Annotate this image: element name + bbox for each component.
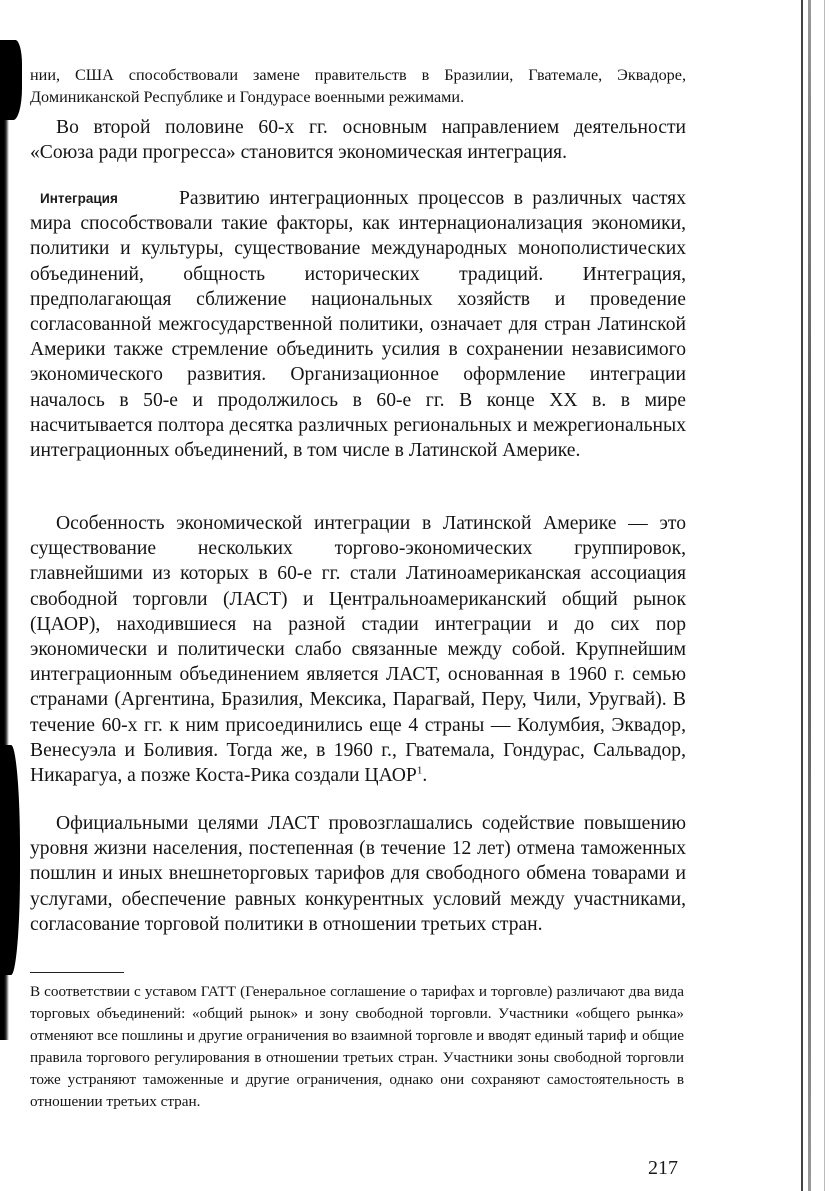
footnote: В соответствии с уставом ГАТТ (Генеральное соглашение о тарифах и торговле) различают два вида торговых объединений: «общий рынок» и зону свободной торговли. Участники «общего рынка» отменяют все пошлины и другие ограничения во взаимной торговле и вводят единый тариф и общие правила торгового регулирования в отношении третьих стран. Участники зоны свободной торговли тоже устраняют таможенные и другие ограничения, однако они сохраняют самостоятельность в отношении третьих стран. [30,983,684,1110]
paragraph-3-end: . [422,765,428,787]
footnote-marker: 1 [416,764,423,777]
paragraph-2: Развитию интеграционных процессов в различных частях мира способствовали такие факторы, как интернационализация экономики, политики и культуры, существование международных монополистических объединений, общность исторических традиций. Интеграция, предполагающая сближение национальных хозяйств и проведение согласованной межгосударственной политики, означает для стран Латинской Америки также стремление объединить усилия в сохранении независимого экономического развития. Организационное оформление интеграции началось в 50-е и продолжилось в 60-е гг. В конце XX в. в мире насчитывается полтора десятка различных региональных и межрегиональных интеграционных объединений, в том числе в Латинской Америке. [30,188,686,462]
paragraph-4: Официальными целями ЛАСТ провозглашались содействие повышению уровня жизни населения, постепенная (в течение 12 лет) отмена таможенных пошлин и иных внешнеторговых тарифов для свободного обмена товарами и услугами, обеспечение равных конкурентных условий между участниками, согласование торговой политики в отношении третьих стран. [30,813,686,935]
sidebar-label: Интеграция [40,191,118,206]
page-number: 217 [648,1157,678,1179]
scan-shadow-bottom-left [0,745,20,975]
footnote-divider [30,972,124,973]
paragraph-1: Во второй половине 60-х гг. основным направлением деятельности «Союза ради прогресса» становится экономическая интеграция. [30,117,686,164]
scan-edge-right-shadow [808,0,811,1191]
paragraph-3 [30,511,686,788]
scan-edge-right [801,0,803,1191]
intro-text: нии, США способствовали замене правительств в Бразилии, Гватемале, Эквадоре, Доминиканской Республике и Гондурасе военными режимами. [30,66,686,106]
scan-shadow-top-left [0,40,22,120]
paragraph-3-text: Особенность экономической интеграции в Латинской Америке — это существование нескольких торгово-экономических группировок, главнейшими из которых в 60-е гг. стали Латиноамериканская ассоциация свободной торговли (ЛАСТ) и Центральноамериканский общий рынок (ЦАОР), находившиеся на разной стадии интеграции и до сих пор экономически и политически слабо связанные между собой. Крупнейшим интеграционным объединением является ЛАСТ, основанная в 1960 г. семью странами (Аргентина, Бразилия, Мексика, Парагвай, Перу, Чили, Уругвай). В течение 60-х гг. к ним присоединились еще 4 страны — Колумбия, Эквадор, Венесуэла и Боливия. Тогда же, в 1960 г., Гватемала, Гондурас, Сальвадор, Никарагуа, а позже Коста-Рика создали ЦАОР [30,513,686,787]
scan-edge-right-outer [824,0,825,1191]
